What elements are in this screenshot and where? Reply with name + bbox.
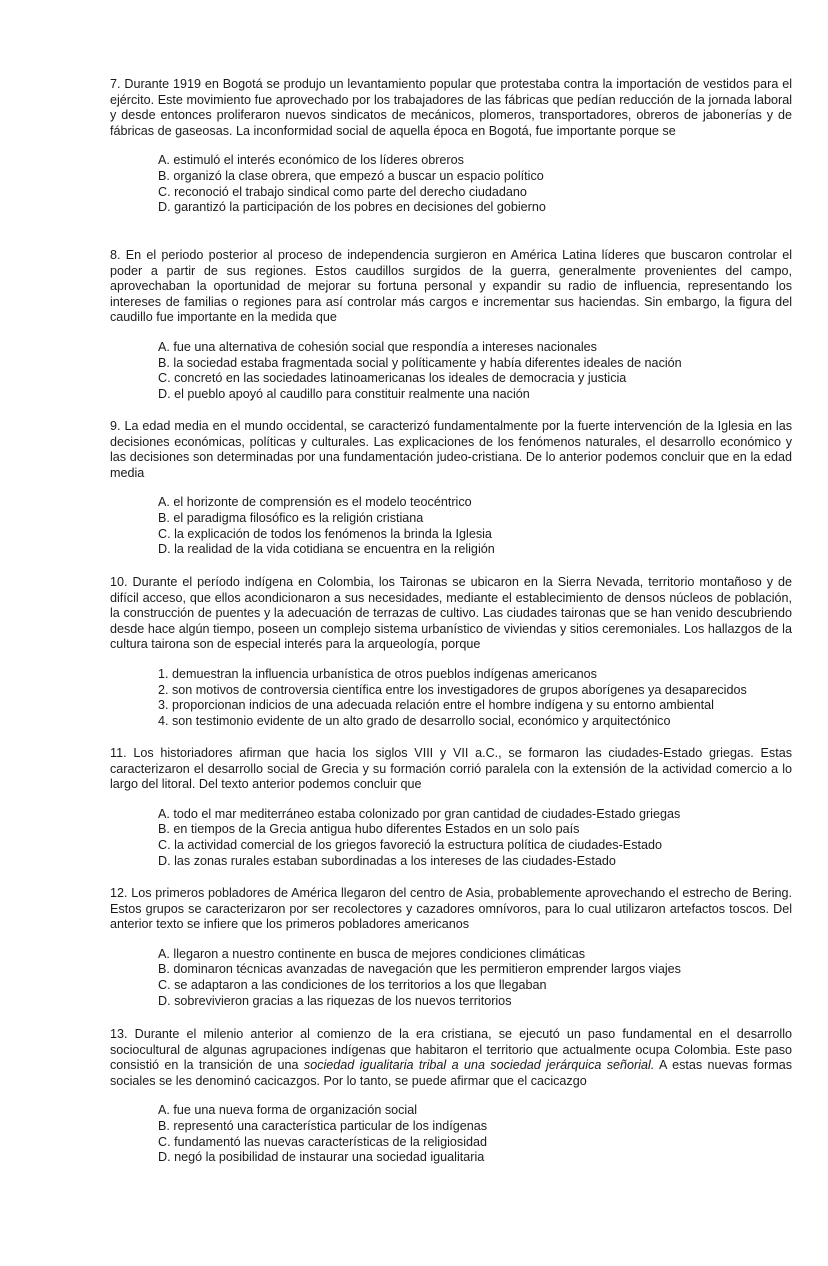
options-list <box>158 667 792 729</box>
question-13 <box>110 1027 792 1166</box>
option-a: A. el horizonte de comprensión es el modelo teocéntrico <box>158 495 472 510</box>
question-number: 12. <box>110 886 128 900</box>
question-number: 10. <box>110 575 128 589</box>
option-c: C. se adaptaron a las condiciones de los territorios a los que llegaban <box>158 977 547 992</box>
question-text-italic: sociedad igualitaria tribal a una sociedad jerárquica señorial. <box>303 1058 655 1073</box>
question-text: Los primeros pobladores de América llegaron del centro de Asia, probablemente aprovechando el estrecho de Bering. Estos grupos se caracterizaron por ser recolectores y cazadores omnívoros, para lo cual utilizaron artefactos toscos. Del anterior texto se infiere que los primeros pobladores americanos <box>110 886 792 932</box>
question-text: Durante 1919 en Bogotá se produjo un levantamiento popular que protestaba contra la importación de vestidos para el ejército. Este movimiento fue aprovechado por los trabajadores de las fábricas que pedían reducción de la jornada laboral y desde entonces proliferaron nuevos sindicatos de mecánicos, plomeros, transportadores, obreros de jabonerías y de fábricas de gaseosas. La inconformidad social de aquella época en Bogotá, fue importante porque se <box>110 77 793 138</box>
option-d: D. la realidad de la vida cotidiana se encuentra en la religión <box>158 542 495 557</box>
options-list <box>158 807 792 869</box>
question-number: 11. <box>110 746 127 760</box>
option-2: 2. son motivos de controversia científica entre los investigadores de grupos aborígenes ya desaparecidos <box>158 682 747 697</box>
options-list <box>158 153 792 215</box>
option-c: C. concretó en las sociedades latinoamericanas los ideales de democracia y justicia <box>158 371 627 386</box>
option-4: 4. son testimonio evidente de un alto grado de desarrollo social, económico y arquitectónico <box>158 713 671 728</box>
option-3: 3. proporcionan indicios de una adecuada relación entre el hombre indígena y su entorno ambiental <box>158 698 714 713</box>
question-text: En el periodo posterior al proceso de independencia surgieron en América Latina líderes que buscaron controlar el poder a partir de sus regiones. Estos caudillos surgidos de la guerra, generalmente provenientes del campo, aprovechaban la oportunidad de mejorar su fortuna personal y expandir su radio de influencia, representando los intereses de familias o regiones para así controlar más cargos e incrementar sus haciendas. Sin embargo, la figura del caudillo fue importante en la medida que <box>110 248 792 325</box>
question-10 <box>110 575 792 729</box>
question-text-continued: A estas nuevas formas sociales se les denominó cacicazgos. Por lo tanto, se puede afirmar que el cacicazgo <box>110 1058 792 1088</box>
question-stem <box>110 1027 792 1089</box>
option-d: D. sobrevivieron gracias a las riquezas de los nuevos territorios <box>158 993 512 1008</box>
option-a: A. estimuló el interés económico de los líderes obreros <box>158 153 464 168</box>
option-a: A. fue una nueva forma de organización social <box>158 1103 418 1118</box>
option-b: B. organizó la clase obrera, que empezó a buscar un espacio político <box>158 168 544 183</box>
option-c: C. reconoció el trabajo sindical como parte del derecho ciudadano <box>158 184 527 199</box>
options-list <box>158 340 792 402</box>
question-text: Durante el período indígena en Colombia, los Taironas se ubicaron en la Sierra Nevada, territorio montañoso y de difícil acceso, que ellos acondicionaron a sus necesidades, mediante el establecimiento de densos núcleos de población, la construcción de puentes y la adecuación de terrazas de cultivo. Las ciudades taironas que se han venido descubriendo desde hace algún tiempo, poseen un complejo sistema urbanístico de viviendas y sitios ceremoniales. Los hallazgos de la cultura tairona son de especial interés para la arqueología, porque <box>110 575 792 652</box>
question-12 <box>110 886 792 1009</box>
option-a: A. llegaron a nuestro continente en busca de mejores condiciones climáticas <box>158 946 586 961</box>
question-7 <box>110 77 792 216</box>
question-stem <box>110 746 792 793</box>
option-b: B. la sociedad estaba fragmentada social y políticamente y había diferentes ideales de nación <box>158 355 682 370</box>
option-1: 1. demuestran la influencia urbanística de otros pueblos indígenas americanos <box>158 666 597 681</box>
question-stem <box>110 77 792 139</box>
question-number: 7. <box>110 77 121 91</box>
option-b: B. representó una característica particular de los indígenas <box>158 1118 488 1133</box>
options-list <box>158 495 792 557</box>
question-number: 13. <box>110 1027 128 1041</box>
option-d: D. negó la posibilidad de instaurar una sociedad igualitaria <box>158 1150 485 1165</box>
option-a: A. todo el mar mediterráneo estaba colonizado por gran cantidad de ciudades-Estado griegas <box>158 806 681 821</box>
question-stem <box>110 419 792 481</box>
option-c: C. fundamentó las nuevas características de la religiosidad <box>158 1134 488 1149</box>
question-text: Los historiadores afirman que hacia los siglos VIII y VII a.C., se formaron las ciudades-Estado griegas. Estas caracterizaron el desarrollo social de Grecia y su formación corrió paralela con la extensión de la actividad comercio a lo largo del litoral. Del texto anterior podemos concluir que <box>110 746 792 792</box>
question-9 <box>110 419 792 558</box>
question-text: Durante el milenio anterior al comienzo de la era cristiana, se ejecutó un paso fundamental en el desarrollo sociocultural de algunas agrupaciones indígenas que habitaron el territorio que actualmente ocupa Colombia. Este paso consistió en la transición de una <box>110 1027 792 1073</box>
option-b: B. dominaron técnicas avanzadas de navegación que les permitieron emprender largos viajes <box>158 962 681 977</box>
option-a: A. fue una alternativa de cohesión social que respondía a intereses nacionales <box>158 339 597 354</box>
options-list <box>158 947 792 1009</box>
question-number: 9. <box>110 419 121 433</box>
question-text: La edad media en el mundo occidental, se caracterizó fundamentalmente por la fuerte intervención de la Iglesia en las decisiones económicas, políticas y culturales. Las explicaciones de los fenómenos naturales, el desarrollo económico y las decisiones son determinadas por una fundamentación judeo-cristiana. De lo anterior podemos concluir que en la edad media <box>110 419 792 480</box>
option-b: B. en tiempos de la Grecia antigua hubo diferentes Estados en un solo país <box>158 822 580 837</box>
option-d: D. las zonas rurales estaban subordinadas a los intereses de las ciudades-Estado <box>158 853 616 868</box>
option-d: D. el pueblo apoyó al caudillo para constituir realmente una nación <box>158 386 530 401</box>
question-number: 8. <box>110 248 121 262</box>
question-stem <box>110 575 792 653</box>
option-c: C. la actividad comercial de los griegos favoreció la estructura política de ciudades-Estado <box>158 837 663 852</box>
options-list <box>158 1103 792 1165</box>
question-stem <box>110 886 792 933</box>
option-b: B. el paradigma filosófico es la religión cristiana <box>158 510 424 525</box>
question-stem <box>110 248 792 326</box>
option-d: D. garantizó la participación de los pobres en decisiones del gobierno <box>158 200 546 215</box>
option-c: C. la explicación de todos los fenómenos la brinda la Iglesia <box>158 526 492 541</box>
question-8 <box>110 248 792 402</box>
question-11 <box>110 746 792 869</box>
